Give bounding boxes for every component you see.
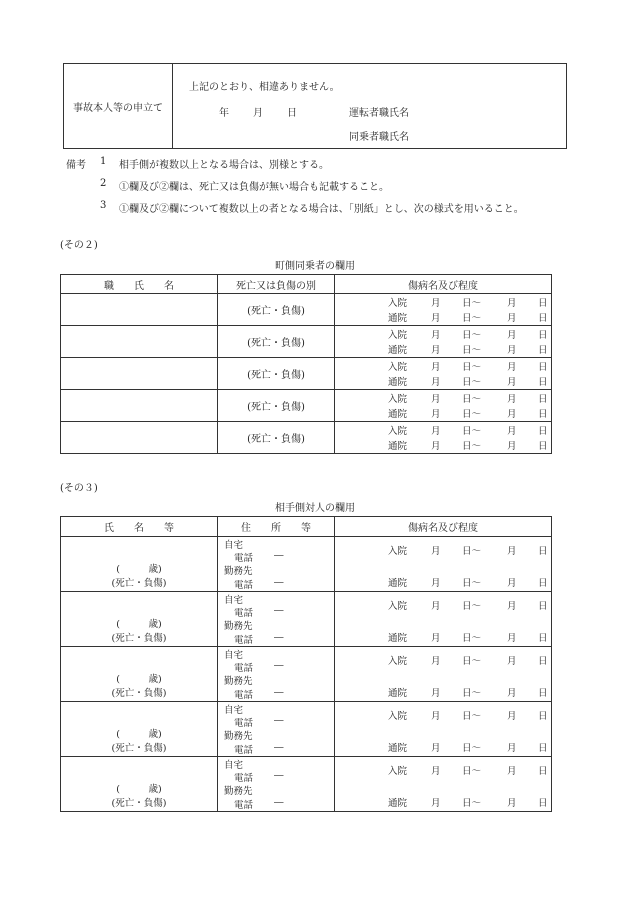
outpatient-month: 月 [431,345,441,356]
admit-day-from: 日～ [462,766,482,777]
outpatient-label: 通院 [388,743,408,754]
home-phone-label: 電話 [234,718,254,729]
admit-label: 入院 [388,711,408,722]
admit-day-end: 日 [538,330,548,341]
note-num-2: 2 [100,178,107,189]
outpatient-month-end: 月 [507,441,517,452]
admit-month-end: 月 [507,711,517,722]
admit-day-end: 日 [538,298,548,309]
outpatient-label: 通院 [388,688,408,699]
s2-status-cell: (死亡・負傷) [218,294,335,326]
table-row [61,702,552,757]
age-label: ( 歳) [116,784,162,795]
home-phone-dash: ― [274,715,284,726]
work-phone-label: 電話 [234,580,254,591]
s2-name-cell [61,294,218,326]
home-phone-label: 電話 [234,608,254,619]
outpatient-day-from: 日～ [462,377,482,388]
admit-label: 入院 [388,330,408,341]
s3-name-cell [61,647,218,702]
admit-month-end: 月 [507,362,517,373]
section2-table [60,274,552,454]
admit-month-end: 月 [507,394,517,405]
admit-day-end: 日 [538,656,548,667]
s3-header-address: 住 所 等 [218,517,335,537]
home-phone-dash: ― [274,660,284,671]
s2-name-cell [61,422,218,454]
outpatient-day-end: 日 [538,409,548,420]
outpatient-day-end: 日 [538,688,548,699]
admit-day-end: 日 [538,711,548,722]
section2-label: (その２) [60,240,98,251]
s3-address-cell [218,757,335,812]
admit-label: 入院 [388,766,408,777]
admit-month: 月 [431,330,441,341]
s3-dates-cell [335,647,552,702]
home-label: 自宅 [224,705,244,716]
work-phone-dash: ― [274,632,284,643]
section3-label: (その３) [60,483,98,494]
home-label: 自宅 [224,650,244,661]
s2-status-cell: (死亡・負傷) [218,422,335,454]
outpatient-month-end: 月 [507,377,517,388]
age-label: ( 歳) [116,619,162,630]
status-label: (死亡・負傷) [111,798,167,809]
outpatient-label: 通院 [388,409,408,420]
outpatient-day-end: 日 [538,743,548,754]
s2-dates-cell [335,326,552,358]
s2-header-name: 職 氏 名 [61,275,218,294]
outpatient-day-end: 日 [538,578,548,589]
admit-day-end: 日 [538,426,548,437]
s2-dates-cell [335,422,552,454]
outpatient-month-end: 月 [507,313,517,324]
admit-label: 入院 [388,601,408,612]
note-text-2: ①欄及び②欄は、死亡又は負傷が無い場合も記載すること。 [119,182,389,193]
outpatient-month: 月 [431,377,441,388]
home-phone-dash: ― [274,770,284,781]
outpatient-day-end: 日 [538,345,548,356]
admit-month: 月 [431,601,441,612]
admit-month-end: 月 [507,766,517,777]
declaration-table [63,63,567,149]
table-row [61,757,552,812]
admit-day-from: 日～ [462,601,482,612]
outpatient-day-from: 日～ [462,743,482,754]
declaration-statement: 上記のとおり、相違ありません。 [189,82,340,93]
outpatient-month: 月 [431,743,441,754]
outpatient-label: 通院 [388,441,408,452]
outpatient-month-end: 月 [507,688,517,699]
admit-month-end: 月 [507,298,517,309]
outpatient-month-end: 月 [507,345,517,356]
admit-month: 月 [431,656,441,667]
age-label: ( 歳) [116,674,162,685]
work-label: 勤務先 [224,566,253,577]
outpatient-month: 月 [431,688,441,699]
outpatient-month: 月 [431,798,441,809]
outpatient-label: 通院 [388,377,408,388]
outpatient-month: 月 [431,441,441,452]
work-phone-dash: ― [274,687,284,698]
work-phone-label: 電話 [234,690,254,701]
section2-title: 町側同乗者の欄用 [275,261,355,272]
admit-month-end: 月 [507,601,517,612]
table-row [61,647,552,702]
note-num-1: 1 [100,156,107,167]
admit-label: 入院 [388,656,408,667]
work-phone-label: 電話 [234,745,254,756]
admit-day-from: 日～ [462,330,482,341]
outpatient-month-end: 月 [507,743,517,754]
declaration-month: 月 [253,108,263,119]
outpatient-month-end: 月 [507,798,517,809]
admit-label: 入院 [388,426,408,437]
status-label: (死亡・負傷) [111,688,167,699]
admit-month: 月 [431,546,441,557]
s3-address-cell [218,537,335,592]
s3-address-cell [218,702,335,757]
s2-name-cell [61,358,218,390]
table-row [61,422,552,454]
note-text-1: 相手側が複数以上となる場合は、別様とする。 [119,160,329,171]
work-phone-label: 電話 [234,635,254,646]
admit-day-end: 日 [538,546,548,557]
outpatient-label: 通院 [388,633,408,644]
outpatient-day-end: 日 [538,441,548,452]
s3-address-cell [218,592,335,647]
outpatient-month-end: 月 [507,633,517,644]
outpatient-day-from: 日～ [462,409,482,420]
admit-month: 月 [431,362,441,373]
home-phone-dash: ― [274,605,284,616]
outpatient-day-from: 日～ [462,633,482,644]
s3-dates-cell [335,592,552,647]
s3-address-cell [218,647,335,702]
s2-status-cell: (死亡・負傷) [218,390,335,422]
work-phone-dash: ― [274,577,284,588]
s2-status-cell: (死亡・負傷) [218,358,335,390]
section3-table [60,516,552,812]
passenger-label: 同乗者職氏名 [349,132,409,143]
status-label: (死亡・負傷) [111,633,167,644]
admit-day-from: 日～ [462,394,482,405]
work-phone-dash: ― [274,742,284,753]
outpatient-day-from: 日～ [462,688,482,699]
admit-month-end: 月 [507,656,517,667]
outpatient-day-end: 日 [538,313,548,324]
outpatient-label: 通院 [388,313,408,324]
note-text-3: ①欄及び②欄について複数以上の者となる場合は、「別紙」とし、次の様式を用いること。 [119,204,524,215]
admit-label: 入院 [388,394,408,405]
work-label: 勤務先 [224,676,253,687]
driver-label: 運転者職氏名 [349,108,409,119]
status-label: (死亡・負傷) [111,578,167,589]
work-phone-dash: ― [274,797,284,808]
outpatient-month: 月 [431,409,441,420]
admit-day-end: 日 [538,362,548,373]
admit-day-from: 日～ [462,426,482,437]
s3-name-cell [61,702,218,757]
home-phone-label: 電話 [234,773,254,784]
s3-dates-cell [335,537,552,592]
outpatient-month: 月 [431,313,441,324]
work-label: 勤務先 [224,621,253,632]
admit-day-from: 日～ [462,546,482,557]
s3-name-cell [61,592,218,647]
table-row [61,294,552,326]
declaration-body [173,64,567,149]
s3-header-name: 氏 名 等 [61,517,218,537]
declaration-day: 日 [287,108,297,119]
home-label: 自宅 [224,760,244,771]
table-row [61,592,552,647]
s2-dates-cell [335,294,552,326]
home-phone-label: 電話 [234,663,254,674]
s2-name-cell [61,326,218,358]
outpatient-day-from: 日～ [462,441,482,452]
work-label: 勤務先 [224,731,253,742]
table-row [61,358,552,390]
declaration-year: 年 [219,108,229,119]
age-label: ( 歳) [116,729,162,740]
admit-day-from: 日～ [462,362,482,373]
outpatient-month: 月 [431,578,441,589]
admit-month-end: 月 [507,426,517,437]
s3-dates-cell [335,702,552,757]
admit-month-end: 月 [507,546,517,557]
admit-month: 月 [431,711,441,722]
admit-month: 月 [431,394,441,405]
outpatient-label: 通院 [388,578,408,589]
notes-heading: 備考 [66,160,86,171]
outpatient-month-end: 月 [507,578,517,589]
s2-header-injury: 傷病名及び程度 [335,275,552,294]
status-label: (死亡・負傷) [111,743,167,754]
admit-day-end: 日 [538,394,548,405]
home-label: 自宅 [224,595,244,606]
outpatient-day-end: 日 [538,633,548,644]
age-label: ( 歳) [116,564,162,575]
section3-title: 相手側対人の欄用 [275,503,355,514]
outpatient-day-end: 日 [538,798,548,809]
home-phone-dash: ― [274,550,284,561]
admit-day-from: 日～ [462,298,482,309]
s3-name-cell [61,757,218,812]
admit-month-end: 月 [507,330,517,341]
outpatient-day-from: 日～ [462,798,482,809]
home-phone-label: 電話 [234,553,254,564]
outpatient-day-from: 日～ [462,345,482,356]
admit-label: 入院 [388,362,408,373]
work-phone-label: 電話 [234,800,254,811]
outpatient-label: 通院 [388,345,408,356]
outpatient-day-from: 日～ [462,313,482,324]
admit-label: 入院 [388,546,408,557]
outpatient-day-from: 日～ [462,578,482,589]
work-label: 勤務先 [224,786,253,797]
admit-day-from: 日～ [462,711,482,722]
s3-name-cell [61,537,218,592]
s2-status-cell: (死亡・負傷) [218,326,335,358]
table-row [61,390,552,422]
declaration-label: 事故本人等の申立て [64,64,173,149]
admit-month: 月 [431,766,441,777]
admit-label: 入院 [388,298,408,309]
admit-day-from: 日～ [462,656,482,667]
s2-dates-cell [335,358,552,390]
s2-name-cell [61,390,218,422]
admit-day-end: 日 [538,766,548,777]
s3-dates-cell [335,757,552,812]
s3-header-injury: 傷病名及び程度 [335,517,552,537]
s2-header-status: 死亡又は負傷の別 [218,275,335,294]
note-num-3: 3 [100,200,107,211]
outpatient-day-end: 日 [538,377,548,388]
admit-month: 月 [431,298,441,309]
s2-dates-cell [335,390,552,422]
admit-day-end: 日 [538,601,548,612]
admit-month: 月 [431,426,441,437]
outpatient-month: 月 [431,633,441,644]
outpatient-label: 通院 [388,798,408,809]
table-row [61,326,552,358]
table-row [61,537,552,592]
home-label: 自宅 [224,540,244,551]
outpatient-month-end: 月 [507,409,517,420]
